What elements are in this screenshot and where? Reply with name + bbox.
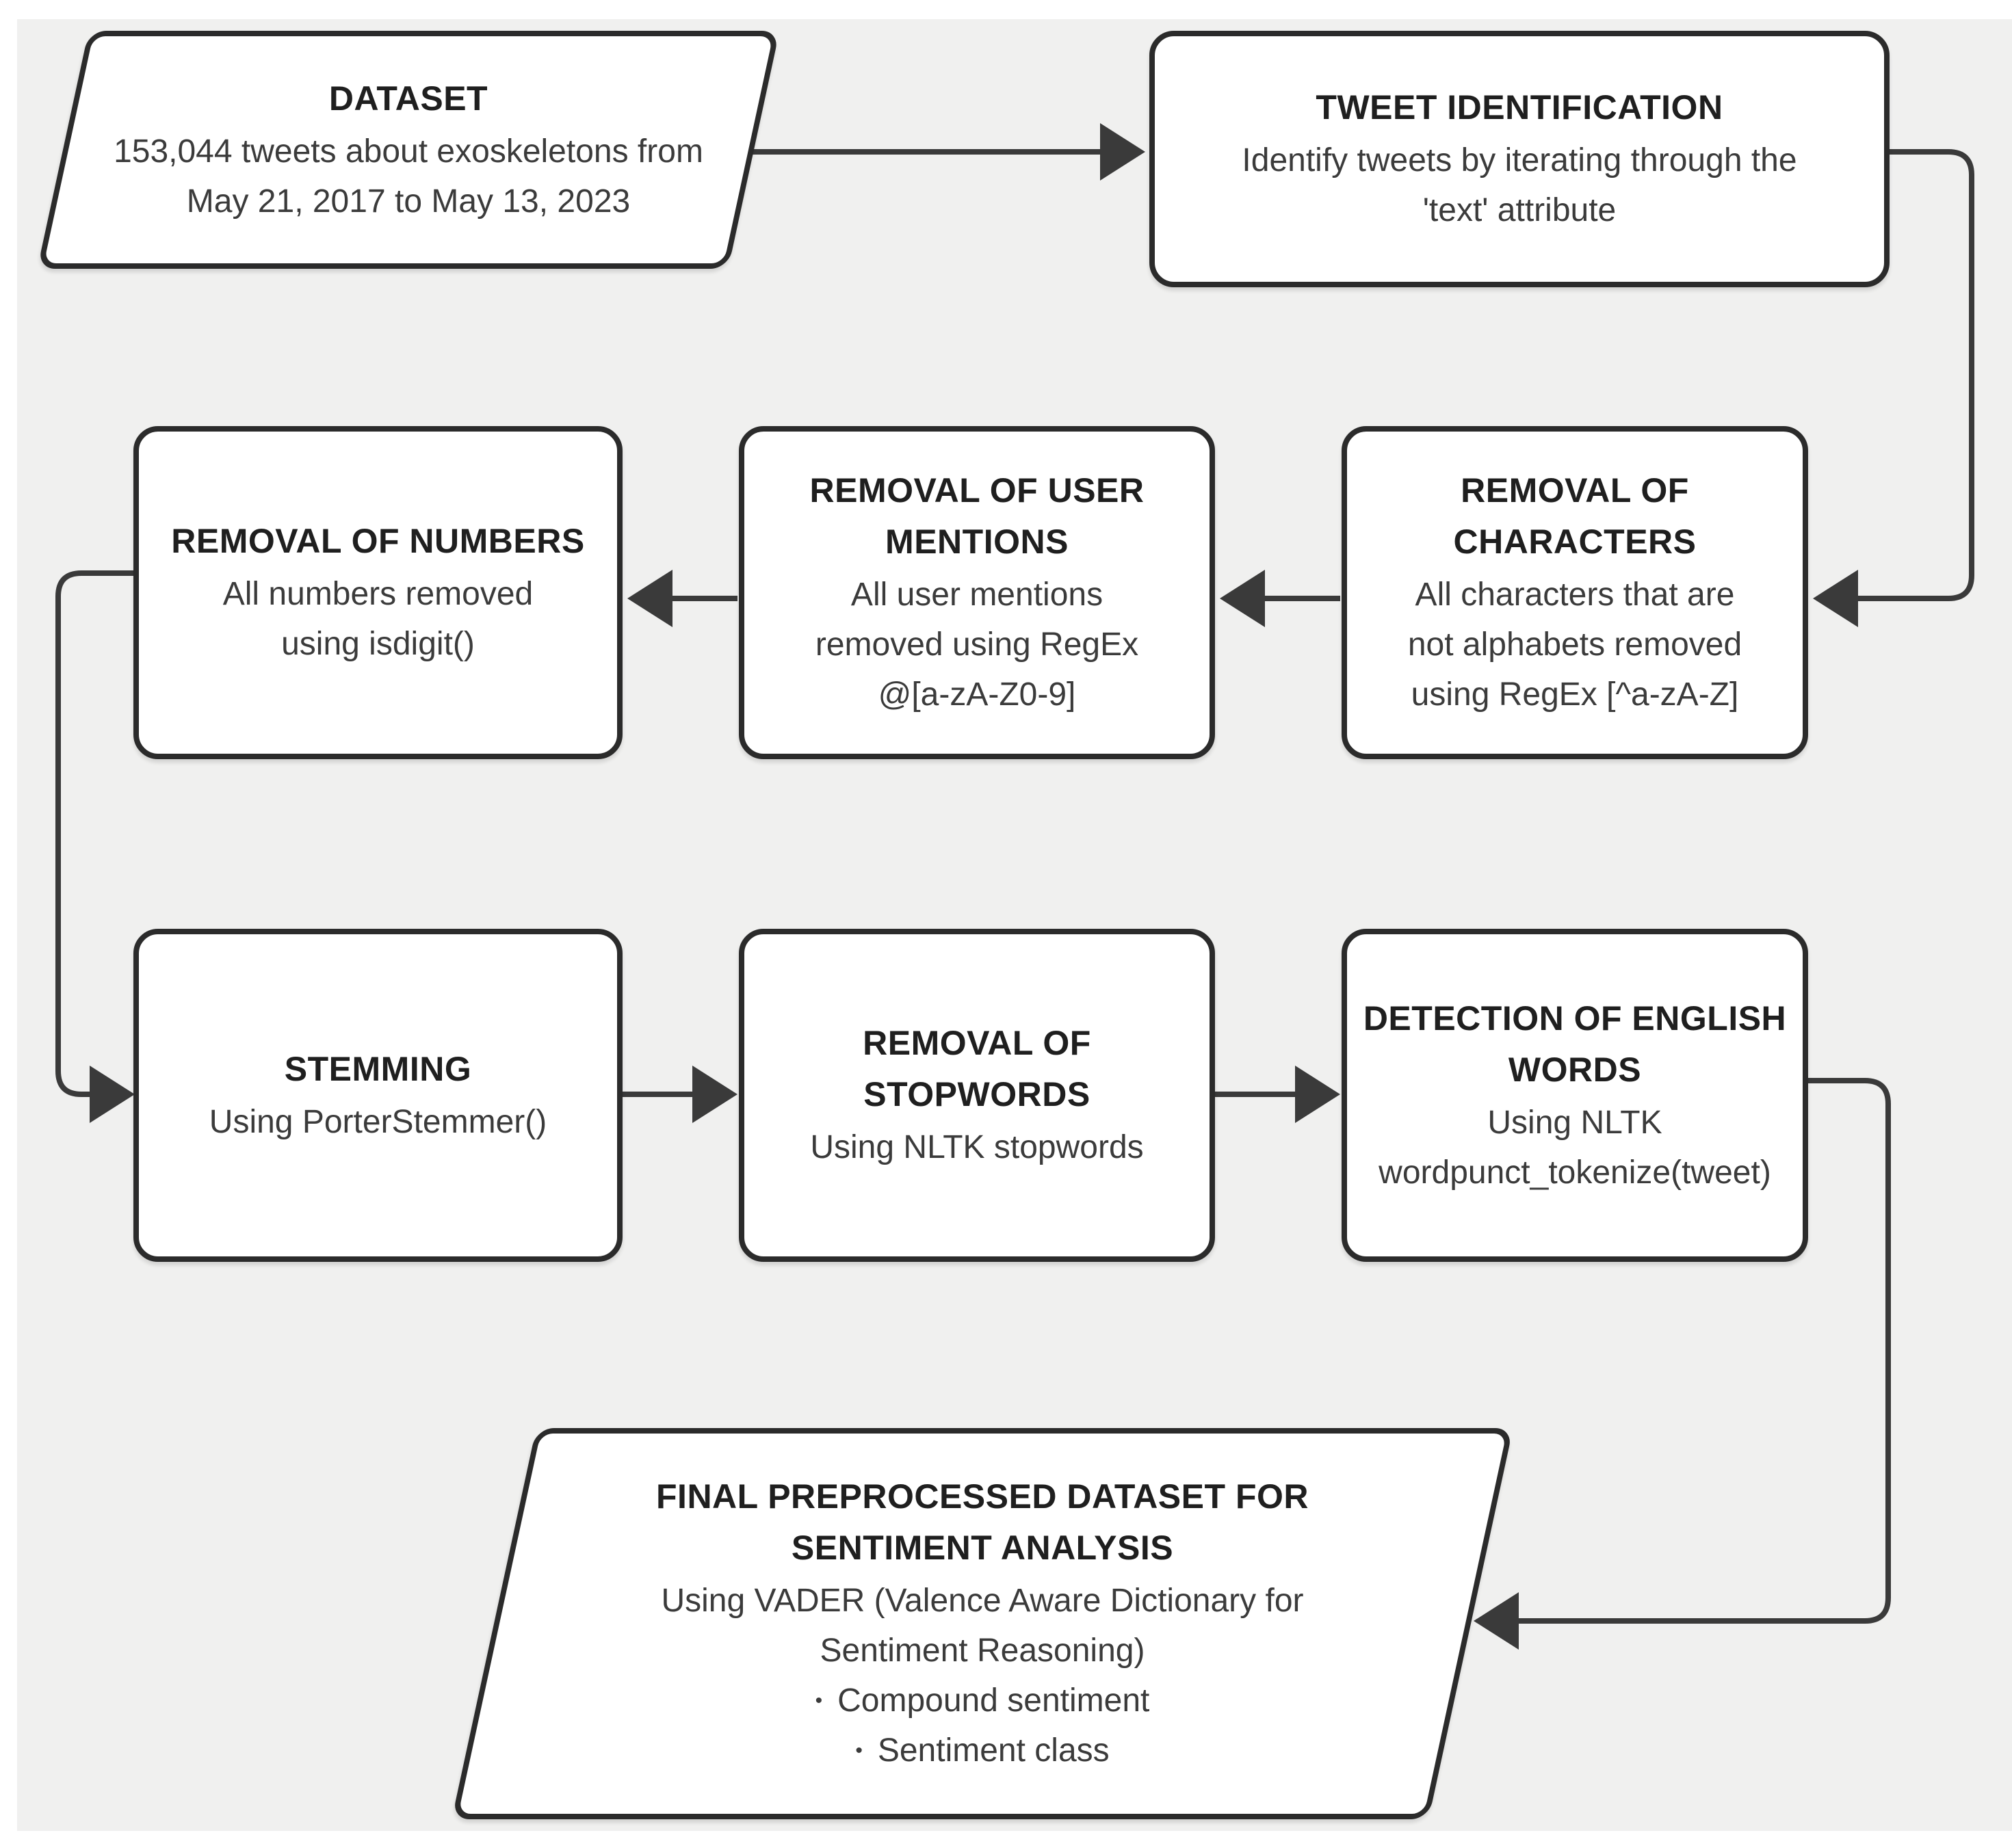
title-line: DATASET <box>328 79 488 118</box>
title-line: STOPWORDS <box>863 1075 1090 1114</box>
bullet-label: Compound sentiment <box>837 1682 1150 1719</box>
title-line: REMOVAL OF NUMBERS <box>171 522 585 561</box>
body-line: All user mentions <box>850 577 1103 613</box>
node-removal-stopwords <box>739 929 1215 1262</box>
body-line: May 21, 2017 to May 13, 2023 <box>186 183 631 220</box>
bullet-icon: • <box>815 1689 823 1713</box>
node-body <box>1379 1098 1771 1198</box>
body-line: Using NLTK stopwords <box>810 1129 1144 1166</box>
bullet-label: Sentiment class <box>877 1732 1110 1769</box>
bullet-icon: • <box>855 1739 863 1763</box>
body-line: removed using RegEx <box>815 626 1139 663</box>
node-body <box>810 1123 1143 1173</box>
node-title <box>285 1044 471 1095</box>
body-line: using isdigit() <box>281 626 475 662</box>
node-stemming <box>133 929 623 1262</box>
node-title <box>1363 993 1786 1096</box>
body-line: not alphabets removed <box>1407 626 1742 663</box>
title-line: WORDS <box>1508 1050 1642 1089</box>
node-title <box>809 465 1144 568</box>
node-body <box>1408 570 1742 720</box>
body-line: Using VADER (Valence Aware Dictionary for <box>661 1583 1304 1620</box>
bullet-item <box>661 1726 1303 1776</box>
node-title <box>171 516 584 567</box>
title-line: DETECTION OF ENGLISH <box>1363 999 1787 1038</box>
node-removal-user-mentions <box>739 426 1215 759</box>
node-body <box>114 127 703 227</box>
title-line: TWEET IDENTIFICATION <box>1316 88 1723 127</box>
body-line: Sentiment Reasoning) <box>820 1633 1145 1669</box>
node-body <box>209 1098 547 1148</box>
body-line: Using PorterStemmer() <box>209 1103 547 1140</box>
bullet-item <box>661 1676 1303 1726</box>
body-line: using RegEx [^a-zA-Z] <box>1411 676 1739 713</box>
title-line: REMOVAL OF USER <box>809 471 1145 510</box>
body-line: 153,044 tweets about exoskeletons from <box>114 133 703 170</box>
node-final-dataset <box>452 1428 1513 1819</box>
node-removal-characters <box>1342 426 1808 759</box>
title-line: STEMMING <box>284 1049 472 1088</box>
node-body <box>815 570 1138 720</box>
body-line: All numbers removed <box>222 576 534 613</box>
body-line: wordpunct_tokenize(tweet) <box>1379 1154 1771 1191</box>
node-body <box>223 570 534 670</box>
node-title <box>1454 465 1697 568</box>
node-dataset <box>37 31 779 269</box>
node-body <box>661 1576 1303 1776</box>
body-line: Using NLTK <box>1487 1104 1662 1141</box>
node-title <box>329 73 488 124</box>
node-removal-numbers <box>133 426 623 759</box>
title-line: MENTIONS <box>885 523 1069 562</box>
node-title <box>863 1018 1091 1120</box>
node-detection-english-words <box>1342 929 1808 1262</box>
title-line: FINAL PREPROCESSED DATASET FOR <box>656 1477 1309 1516</box>
title-line: CHARACTERS <box>1453 523 1697 562</box>
node-body <box>1242 136 1797 236</box>
title-line: REMOVAL OF <box>863 1024 1091 1063</box>
title-line: REMOVAL OF <box>1461 471 1689 510</box>
node-tweet-identification <box>1149 31 1890 287</box>
node-title <box>656 1471 1309 1574</box>
body-line: @[a-zA-Z0-9] <box>878 676 1076 713</box>
body-line: Identify tweets by iterating through the <box>1242 142 1797 179</box>
title-line: SENTIMENT ANALYSIS <box>791 1529 1174 1568</box>
body-line: All characters that are <box>1415 577 1735 613</box>
body-line: 'text' attribute <box>1422 192 1617 228</box>
node-title <box>1316 82 1723 133</box>
